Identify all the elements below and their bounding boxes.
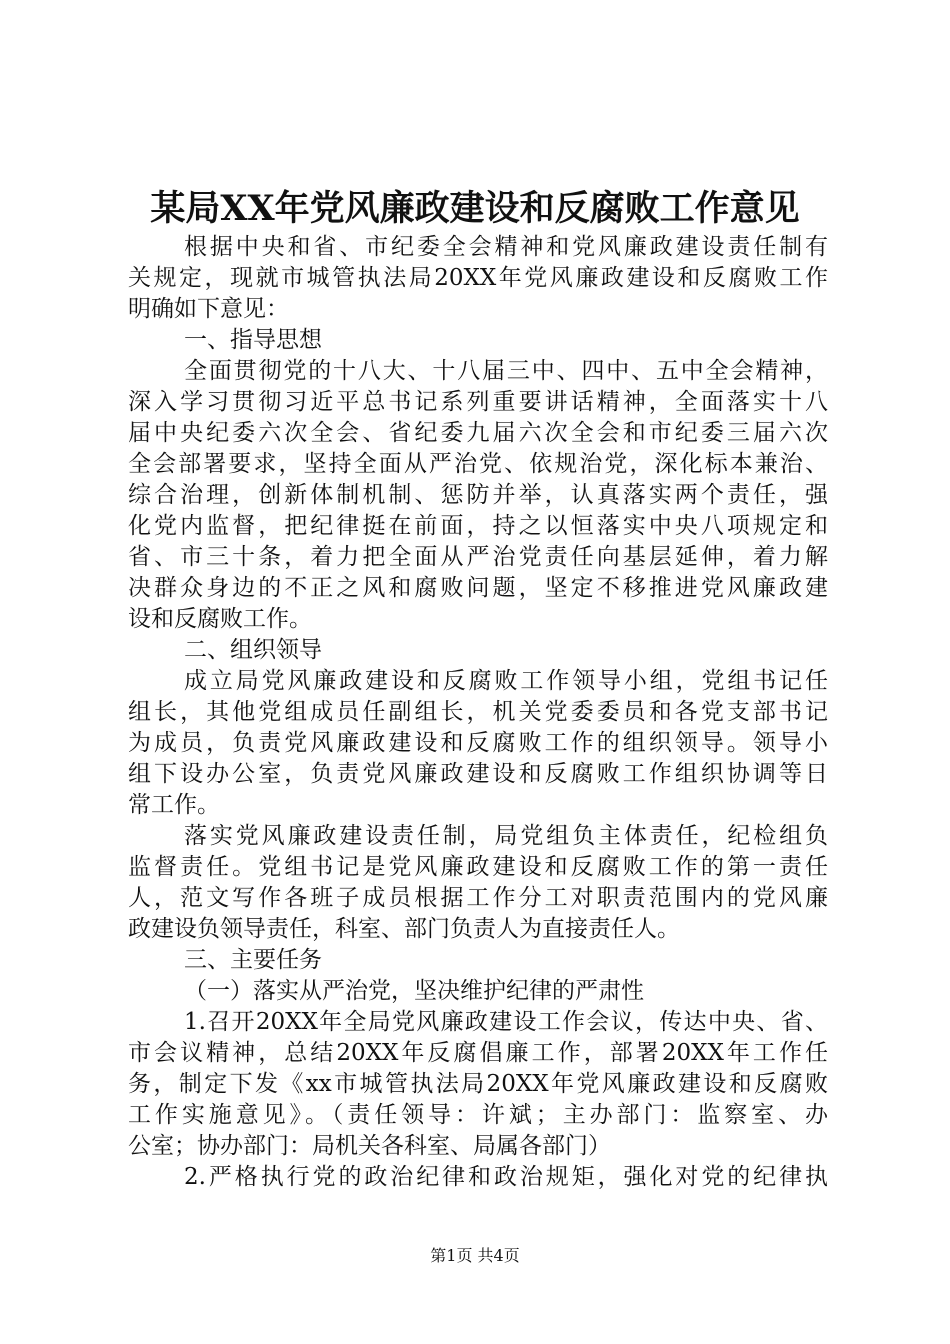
paragraph-line: 1.召开20XX年全局党风廉政建设工作会议，传达中央、省、	[184, 1009, 828, 1035]
paragraph-line: 全会部署要求，坚持全面从严治党、依规治党，深化标本兼治、	[128, 451, 828, 477]
paragraph-line: 省、市三十条，着力把全面从严治党责任向基层延伸，着力解	[128, 544, 828, 570]
paragraph-line: 公室；协办部门：局机关各科室、局属各部门）	[128, 1133, 611, 1159]
paragraph-line: 务，制定下发《xx市城管执法局20XX年党风廉政建设和反腐败	[128, 1071, 828, 1097]
document-body	[128, 232, 828, 1193]
paragraph-line: 深入学习贯彻习近平总书记系列重要讲话精神，全面落实十八	[128, 389, 828, 415]
paragraph-line: 综合治理，创新体制机制、惩防并举，认真落实两个责任，强	[128, 482, 828, 508]
paragraph-line: 常工作。	[128, 792, 220, 818]
paragraph-line: 落实党风廉政建设责任制，局党组负主体责任，纪检组负	[184, 823, 828, 849]
paragraph-line: 全面贯彻党的十八大、十八届三中、四中、五中全会精神，	[184, 358, 828, 384]
paragraph-line: 设和反腐败工作。	[128, 606, 312, 632]
document-title: 某局XX年党风廉政建设和反腐败工作意见	[150, 188, 800, 229]
paragraph-line: 政建设负领导责任，科室、部门负责人为直接责任人。	[128, 916, 680, 942]
paragraph-line: 二、组织领导	[184, 637, 322, 663]
paragraph-line: 2.严格执行党的政治纪律和政治规矩，强化对党的纪律执	[184, 1164, 828, 1190]
paragraph-line: 工作实施意见》。（责任领导：许斌；主办部门：监察室、办	[128, 1102, 828, 1128]
paragraph-line: 人，范文写作各班子成员根据工作分工对职责范围内的党风廉	[128, 885, 828, 911]
paragraph-line: 一、指导思想	[184, 327, 322, 353]
paragraph-line: 成立局党风廉政建设和反腐败工作领导小组，党组书记任	[184, 668, 828, 694]
paragraph-line: 监督责任。党组书记是党风廉政建设和反腐败工作的第一责任	[128, 854, 828, 880]
paragraph-line: 决群众身边的不正之风和腐败问题，坚定不移推进党风廉政建	[128, 575, 828, 601]
paragraph-line: 组长，其他党组成员任副组长，机关党委委员和各党支部书记	[128, 699, 828, 725]
paragraph-line: 为成员，负责党风廉政建设和反腐败工作的组织领导。领导小	[128, 730, 828, 756]
page-footer: 第1页 共4页	[430, 1246, 520, 1265]
paragraph-line: 三、主要任务	[184, 947, 322, 973]
paragraph-line: 化党内监督，把纪律挺在前面，持之以恒落实中央八项规定和	[128, 513, 828, 539]
paragraph-line: 根据中央和省、市纪委全会精神和党风廉政建设责任制有	[184, 234, 828, 260]
paragraph-line: 届中央纪委六次全会、省纪委九届六次全会和市纪委三届六次	[128, 420, 828, 446]
paragraph-line: 明确如下意见：	[128, 296, 289, 322]
paragraph-line: 市会议精神，总结20XX年反腐倡廉工作，部署20XX年工作任	[128, 1040, 828, 1066]
paragraph-line: 组下设办公室，负责党风廉政建设和反腐败工作组织协调等日	[128, 761, 828, 787]
paragraph-line: （一）落实从严治党，坚决维护纪律的严肃性	[184, 978, 644, 1004]
paragraph-line: 关规定，现就市城管执法局20XX年党风廉政建设和反腐败工作	[128, 265, 828, 291]
